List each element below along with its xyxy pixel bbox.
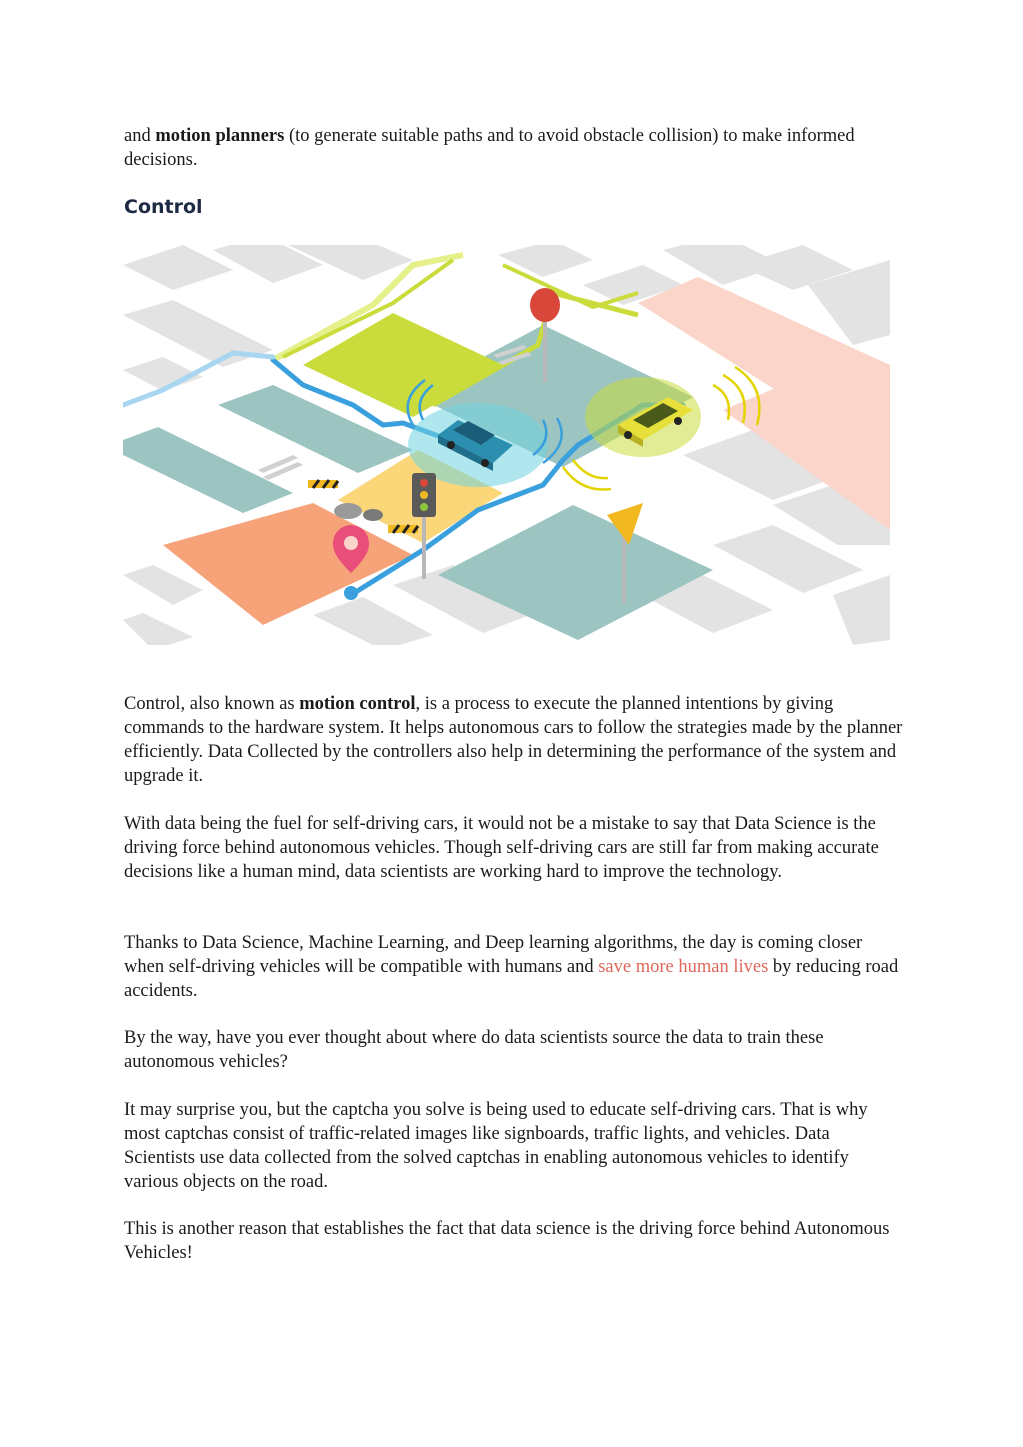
section-heading: Control — [124, 196, 203, 218]
control-bold-term: motion control — [299, 694, 416, 714]
control-illustration — [123, 245, 890, 645]
paragraph-captcha: It may surprise you, but the captcha you solve is being used to educate self-driving cars. That is why most captchas consist of traffic-related images like signboards, traffic lights, and vehicles. Data Scientists use data collected from the solved captchas in enabling autonomous vehicles to identify various objects on the road. — [124, 1100, 868, 1192]
paragraph-conclusion: This is another reason that establishes the fact that data science is the driving force behind Autonomous Vehicles! — [124, 1219, 890, 1263]
intro-text-start: and — [124, 126, 156, 146]
intro-bold-term: motion planners — [155, 126, 285, 146]
paragraph-control — [124, 692, 904, 788]
thanks-text-start: Thanks to Data Science, Machine Learning, and Deep learning algorithms, the day is coming closer when self-driving vehicles will be compatible with humans and — [124, 933, 863, 977]
control-text-end: , is a process to execute the planned intentions by giving commands to the hardware system. It helps autonomous cars to follow the strategies made by the planner efficiently. Data Collected by the controllers also help in determining the performance of the system and upgrade it. — [124, 694, 903, 786]
intro-paragraph — [124, 124, 904, 172]
thanks-text-end: by reducing road accidents. — [124, 957, 899, 1001]
control-text-start: Control, also known as — [124, 694, 300, 714]
paragraph-thanks — [124, 931, 904, 1003]
manhole-cover — [334, 503, 362, 519]
intro-text-end: (to generate suitable paths and to avoid obstacle collision) to make informed decisions. — [124, 126, 855, 170]
save-lives-link[interactable]: save more human lives — [598, 957, 769, 977]
paragraph-data-fuel: With data being the fuel for self-driving cars, it would not be a mistake to say that Data Science is the driving force behind autonomous vehicles. Though self-driving cars are still far from making accurate decisions like a human mind, data scientists are working hard to improve the technology. — [124, 814, 879, 882]
paragraph-question: By the way, have you ever thought about where do data scientists source the data to train these autonomous vehicles? — [124, 1028, 824, 1072]
